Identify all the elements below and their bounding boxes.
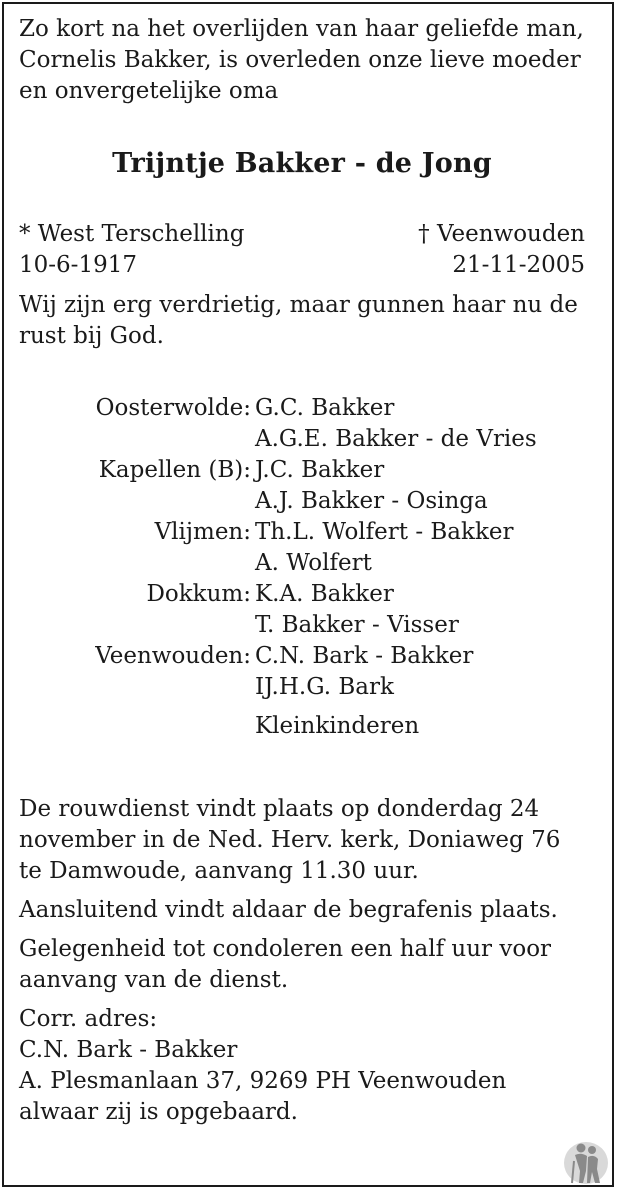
family-member: G.C. Bakker	[255, 395, 395, 421]
family-member: A. Wolfert	[255, 550, 372, 576]
family-names	[255, 393, 585, 455]
intro-paragraph	[19, 14, 585, 107]
birth-date: 10-6-1917	[19, 252, 137, 278]
family-member: T. Bakker - Visser	[255, 612, 459, 638]
correspondence-line: alwaar zij is opgebaard.	[19, 1099, 298, 1125]
death-place: † Veenwouden	[418, 221, 585, 247]
family-member: A.J. Bakker - Osinga	[255, 488, 488, 514]
correspondence-line: Corr. adres:	[19, 1006, 158, 1032]
death-date: 21-11-2005	[452, 252, 585, 278]
family-place: Veenwouden:	[95, 643, 251, 669]
intro-line: Cornelis Bakker, is overleden onze lieve moeder	[19, 47, 581, 73]
sentiment-paragraph	[19, 290, 585, 352]
family-place: Kapellen (B):	[98, 457, 251, 483]
condolence-line: Gelegenheid tot condoleren een half uur voor	[19, 936, 552, 962]
family-member: J.C. Bakker	[255, 457, 385, 483]
death-info	[418, 219, 585, 281]
family-place: Oosterwolde:	[95, 395, 251, 421]
family-member: A.G.E. Bakker - de Vries	[255, 426, 537, 452]
intro-line: en onvergetelijke oma	[19, 78, 279, 104]
service-paragraph	[19, 794, 585, 887]
intro-line: Zo kort na het overlijden van haar geliefde man,	[19, 16, 584, 42]
family-names	[255, 641, 585, 703]
condolence-line: aanvang van de dienst.	[19, 967, 289, 993]
sentiment-line: rust bij God.	[19, 323, 164, 349]
birth-place: * West Terschelling	[19, 221, 245, 247]
birth-info	[19, 219, 244, 281]
family-names	[255, 455, 585, 517]
family-list	[19, 393, 585, 703]
elderly-couple-logo-icon	[561, 1133, 611, 1185]
correspondence-address	[19, 1004, 585, 1128]
deceased-name: Trijntje Bakker - de Jong	[112, 148, 492, 179]
service-line: november in de Ned. Herv. kerk, Doniaweg 76	[19, 827, 561, 853]
correspondence-line: C.N. Bark - Bakker	[19, 1037, 238, 1063]
sentiment-line: Wij zijn erg verdrietig, maar gunnen haar nu de	[19, 292, 578, 318]
family-names	[255, 517, 585, 579]
service-line: De rouwdienst vindt plaats op donderdag 24	[19, 796, 540, 822]
grandchildren-label: Kleinkinderen	[255, 713, 420, 739]
family-member: C.N. Bark - Bakker	[255, 643, 474, 669]
family-place: Dokkum:	[146, 581, 251, 607]
family-member: Th.L. Wolfert - Bakker	[255, 519, 514, 545]
family-member: K.A. Bakker	[255, 581, 394, 607]
burial-paragraph	[19, 895, 585, 926]
family-names	[255, 579, 585, 641]
service-line: te Damwoude, aanvang 11.30 uur.	[19, 858, 419, 884]
life-dates	[19, 219, 585, 281]
correspondence-line: A. Plesmanlaan 37, 9269 PH Veenwouden	[19, 1068, 507, 1094]
obituary-notice	[19, 14, 585, 1128]
family-place: Vlijmen:	[154, 519, 251, 545]
burial-line: Aansluitend vindt aldaar de begrafenis plaats.	[19, 897, 558, 923]
family-member: IJ.H.G. Bark	[255, 674, 394, 700]
condolence-paragraph	[19, 934, 585, 996]
